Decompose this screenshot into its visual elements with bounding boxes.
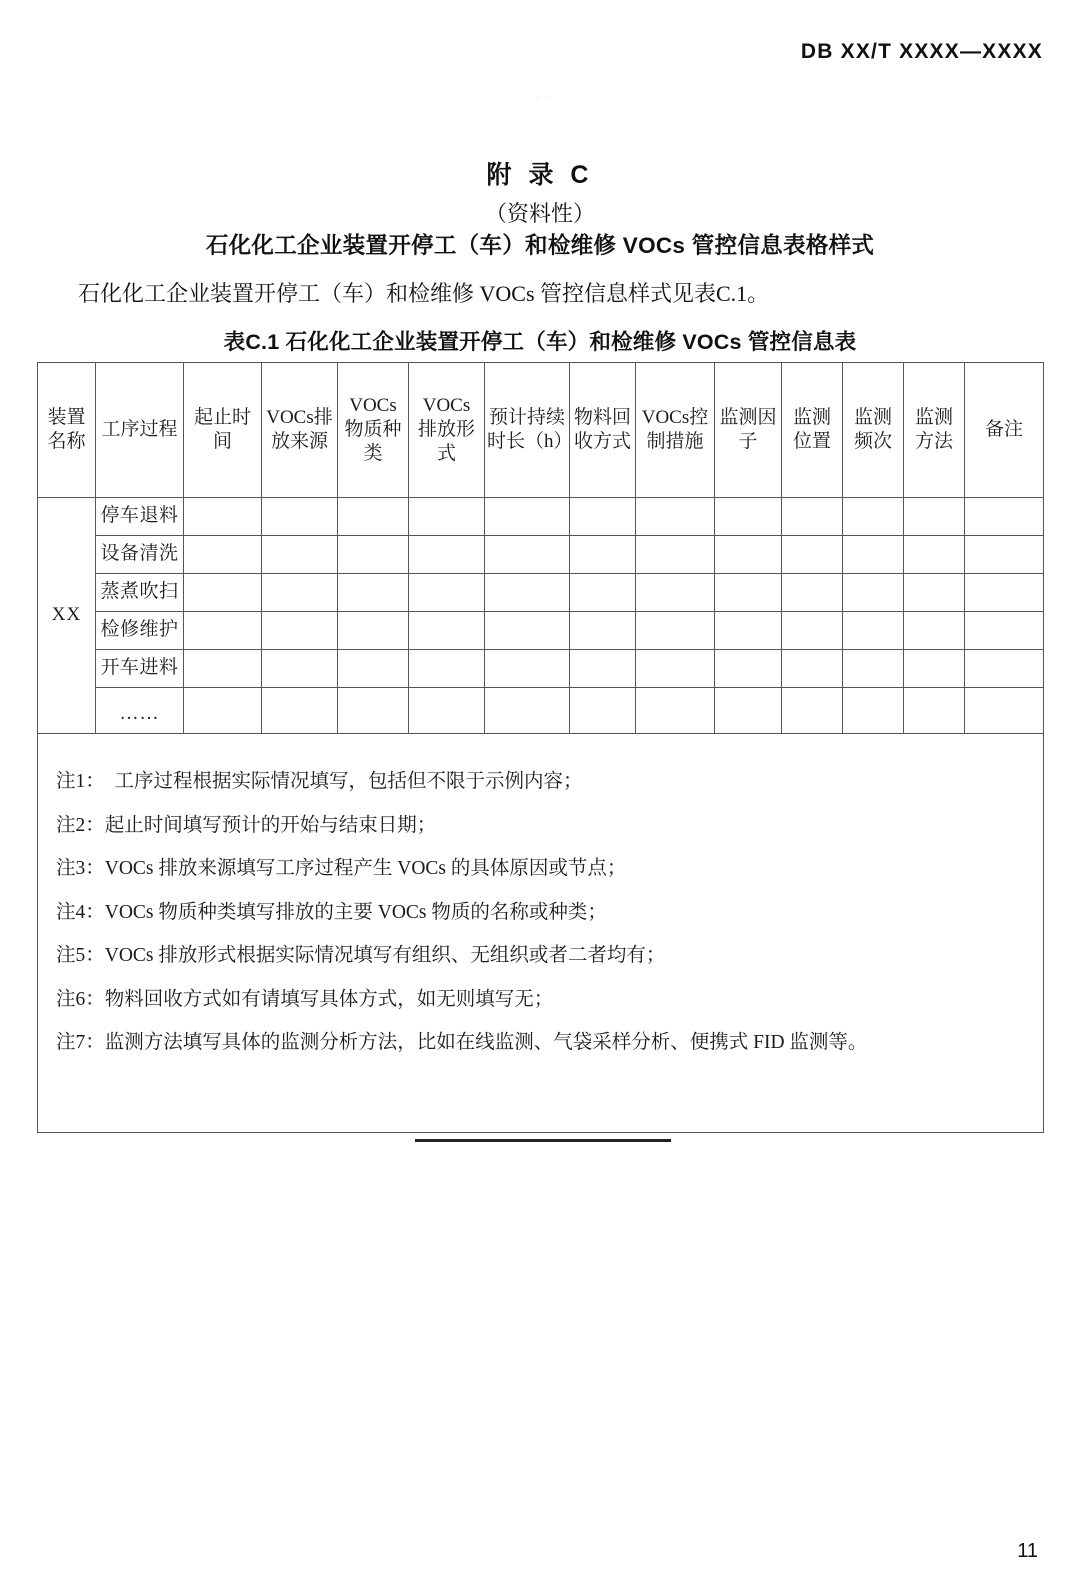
cell-material-recovery[interactable]: [570, 688, 636, 734]
cell-remark[interactable]: [965, 650, 1044, 688]
cell-vocs-control-measure[interactable]: [636, 688, 715, 734]
cell-vocs-control-measure[interactable]: [636, 612, 715, 650]
cell-time-range[interactable]: [184, 650, 262, 688]
cell-time-range[interactable]: [184, 612, 262, 650]
table-note: 注7：监测方法填写具体的监测分析方法，比如在线监测、气袋采样分析、便携式 FID 监测等。: [56, 1032, 868, 1053]
cell-monitor-frequency[interactable]: [843, 574, 904, 612]
cell-material-recovery[interactable]: [570, 498, 636, 536]
cell-vocs-species[interactable]: [338, 688, 409, 734]
header-cell-remark: 备注: [965, 363, 1044, 498]
cell-vocs-control-measure[interactable]: [636, 536, 715, 574]
cell-process-name[interactable]: 检修维护: [96, 612, 184, 650]
cell-material-recovery[interactable]: [570, 574, 636, 612]
cell-expected-duration[interactable]: [485, 498, 570, 536]
header-cell-monitor-location: 监测位置: [782, 363, 843, 498]
cell-vocs-species[interactable]: [338, 574, 409, 612]
cell-monitor-location[interactable]: [782, 688, 843, 734]
cell-monitor-factor[interactable]: [715, 498, 782, 536]
cell-remark[interactable]: [965, 574, 1044, 612]
table-row: [38, 574, 1044, 612]
cell-device-name[interactable]: XX: [38, 498, 96, 734]
cell-vocs-species[interactable]: [338, 650, 409, 688]
cell-monitor-location[interactable]: [782, 612, 843, 650]
cell-vocs-source[interactable]: [262, 536, 338, 574]
page-number: 11: [1017, 1540, 1038, 1562]
cell-monitor-factor[interactable]: [715, 650, 782, 688]
cell-expected-duration[interactable]: [485, 536, 570, 574]
cell-expected-duration[interactable]: [485, 612, 570, 650]
cell-monitor-frequency[interactable]: [843, 498, 904, 536]
header-cell-process: 工序过程: [96, 363, 184, 498]
table-row: [38, 688, 1044, 734]
cell-time-range[interactable]: [184, 574, 262, 612]
header-cell-vocs-control-measure: VOCs控制措施: [636, 363, 715, 498]
cell-process-name[interactable]: 停车退料: [96, 498, 184, 536]
cell-vocs-emission-form[interactable]: [409, 688, 485, 734]
header-cell-vocs-species: VOCs物质种类: [338, 363, 409, 498]
cell-material-recovery[interactable]: [570, 612, 636, 650]
cell-monitor-method[interactable]: [904, 612, 965, 650]
annex-title: 石化化工企业装置开停工（车）和检维修 VOCs 管控信息表格样式: [205, 233, 875, 258]
cell-monitor-location[interactable]: [782, 498, 843, 536]
cell-monitor-frequency[interactable]: [843, 650, 904, 688]
cell-remark[interactable]: [965, 612, 1044, 650]
cell-vocs-emission-form[interactable]: [409, 536, 485, 574]
table-caption: 表C.1 石化化工企业装置开停工（车）和检维修 VOCs 管控信息表: [223, 330, 857, 354]
table-note: 注6：物料回收方式如有请填写具体方式，如无则填写无；: [56, 988, 554, 1010]
cell-vocs-species[interactable]: [338, 498, 409, 536]
table-notes-block: [38, 734, 1044, 1133]
cell-monitor-factor[interactable]: [715, 612, 782, 650]
cell-material-recovery[interactable]: [570, 650, 636, 688]
cell-monitor-location[interactable]: [782, 574, 843, 612]
header-cell-material-recovery: 物料回收方式: [570, 363, 636, 498]
cell-expected-duration[interactable]: [485, 574, 570, 612]
header-cell-expected-duration: 预计持续时长（h）: [485, 363, 570, 498]
cell-time-range[interactable]: [184, 688, 262, 734]
cell-vocs-source[interactable]: [262, 498, 338, 536]
cell-vocs-emission-form[interactable]: [409, 612, 485, 650]
header-cell-monitor-method: 监测方法: [904, 363, 965, 498]
table-notes-row: [38, 734, 1044, 1133]
table-note: 注4：VOCs 物质种类填写排放的主要 VOCs 物质的名称或种类；: [56, 901, 607, 923]
cell-remark[interactable]: [965, 498, 1044, 536]
cell-process-name[interactable]: 开车进料: [96, 650, 184, 688]
table-note: 注3：VOCs 排放来源填写工序过程产生 VOCs 的具体原因或节点；: [56, 858, 627, 879]
vocs-control-form-table: [37, 362, 1043, 1133]
table-row: [38, 612, 1044, 650]
cell-vocs-source[interactable]: [262, 574, 338, 612]
cell-material-recovery[interactable]: [570, 536, 636, 574]
cell-monitor-frequency[interactable]: [843, 688, 904, 734]
cell-monitor-method[interactable]: [904, 536, 965, 574]
cell-monitor-frequency[interactable]: [843, 612, 904, 650]
cell-monitor-factor[interactable]: [715, 574, 782, 612]
header-cell-vocs-source: VOCs排放来源: [262, 363, 338, 498]
cell-remark[interactable]: [965, 688, 1044, 734]
cell-process-name[interactable]: 设备清洗: [96, 536, 184, 574]
annex-intro-paragraph: 石化化工企业装置开停工（车）和检维修 VOCs 管控信息样式见表C.1。: [78, 281, 770, 306]
cell-monitor-factor[interactable]: [715, 688, 782, 734]
cell-monitor-method[interactable]: [904, 650, 965, 688]
cell-process-name[interactable]: 蒸煮吹扫: [96, 574, 184, 612]
table-note: 注2：起止时间填写预计的开始与结束日期；: [56, 814, 437, 836]
cell-time-range[interactable]: [184, 536, 262, 574]
table-header-row: [38, 363, 1044, 498]
section-divider-rule: [415, 1139, 671, 1142]
cell-monitor-method[interactable]: [904, 574, 965, 612]
annex-kind: （资料性）: [484, 201, 595, 226]
header-cell-device-name: 装置名称: [38, 363, 96, 498]
table-row: [38, 536, 1044, 574]
cell-vocs-emission-form[interactable]: [409, 574, 485, 612]
cell-vocs-source[interactable]: [262, 612, 338, 650]
header-cell-time-range: 起止时间: [184, 363, 262, 498]
cell-vocs-species[interactable]: [338, 536, 409, 574]
header-cell-monitor-factor: 监测因子: [715, 363, 782, 498]
cell-process-name[interactable]: ……: [96, 688, 184, 734]
cell-vocs-source[interactable]: [262, 650, 338, 688]
table-row: [38, 498, 1044, 536]
cell-time-range[interactable]: [184, 498, 262, 536]
table-note: 注5：VOCs 排放形式根据实际情况填写有组织、无组织或者二者均有；: [56, 945, 666, 966]
header-cell-monitor-frequency: 监测频次: [843, 363, 904, 498]
table-row: [38, 650, 1044, 688]
cell-monitor-factor[interactable]: [715, 536, 782, 574]
cell-vocs-emission-form[interactable]: [409, 650, 485, 688]
standard-code-header: DB XX/T XXXX—XXXX: [800, 40, 1043, 63]
cell-monitor-method[interactable]: [904, 688, 965, 734]
cell-vocs-control-measure[interactable]: [636, 498, 715, 536]
scan-artifact-mark: ..: [536, 89, 560, 101]
cell-vocs-species[interactable]: [338, 612, 409, 650]
cell-remark[interactable]: [965, 536, 1044, 574]
cell-vocs-source[interactable]: [262, 688, 338, 734]
table-note: 注1： 工序过程根据实际情况填写，包括但不限于示例内容；: [56, 771, 583, 792]
cell-monitor-location[interactable]: [782, 536, 843, 574]
annex-label: 附 录 C: [486, 161, 594, 189]
cell-expected-duration[interactable]: [485, 688, 570, 734]
cell-vocs-control-measure[interactable]: [636, 650, 715, 688]
cell-monitor-method[interactable]: [904, 498, 965, 536]
cell-monitor-frequency[interactable]: [843, 536, 904, 574]
cell-expected-duration[interactable]: [485, 650, 570, 688]
cell-monitor-location[interactable]: [782, 650, 843, 688]
header-cell-vocs-emission-form: VOCs 排放形式: [409, 363, 485, 498]
cell-vocs-control-measure[interactable]: [636, 574, 715, 612]
cell-vocs-emission-form[interactable]: [409, 498, 485, 536]
